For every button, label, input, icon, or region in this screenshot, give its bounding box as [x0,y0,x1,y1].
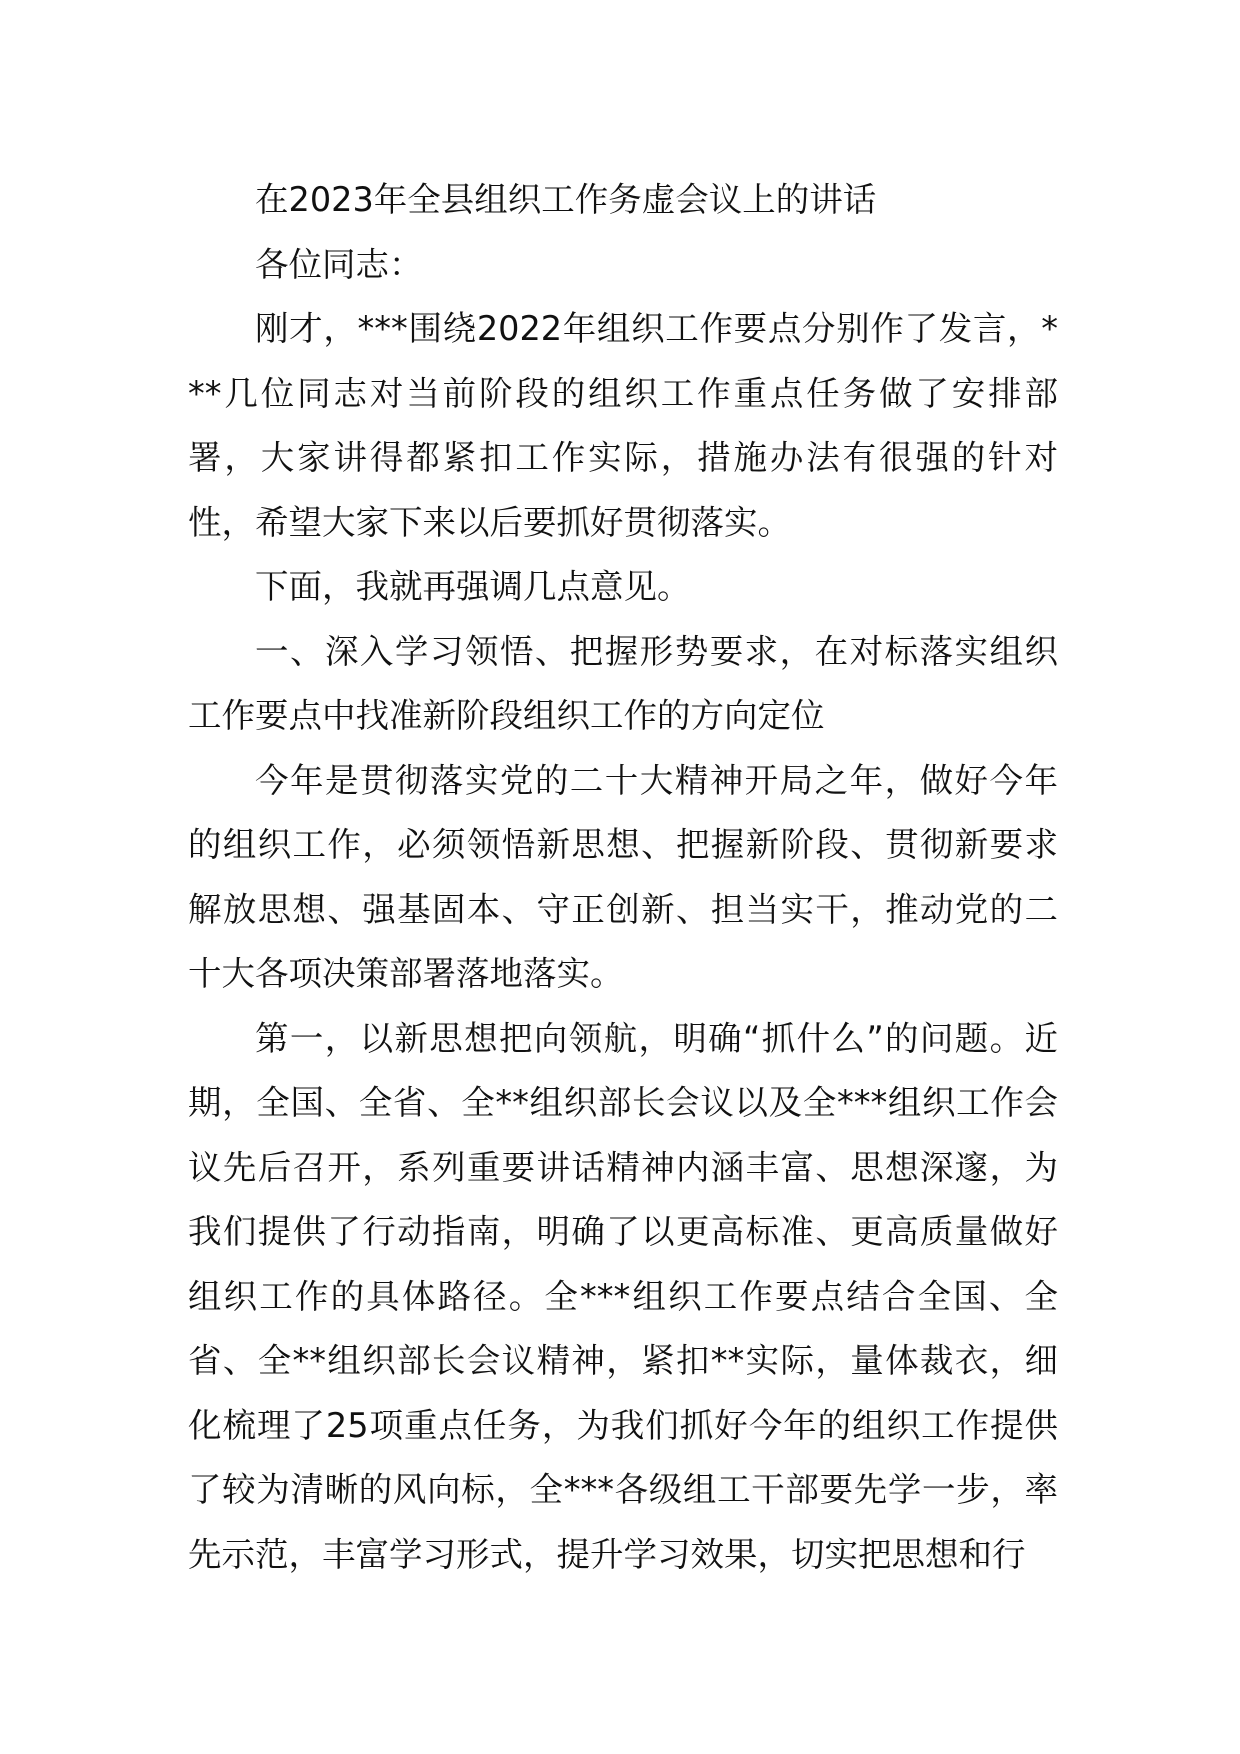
salutation: 各位同志： [255,244,423,284]
paragraph-transition: 下面，我就再强调几点意见。 [255,567,691,606]
paragraph-opening: 刚才，***围绕2022年组织工作要点分别作了发言，***几位同志对当前阶段的组织工作重点任务做了安排部署，大家讲得都紧扣工作实际，措施办法有很强的针对性，希望大家下来以后要抓好贯彻落实。 [188,309,1058,542]
paragraph-section-1-intro: 今年是贯彻落实党的二十大精神开局之年，做好今年的组织工作，必须领悟新思想、把握新阶段、贯彻新要求解放思想、强基固本、守正创新、担当实干，推动党的二十大各项决策部署落地落实。 [188,760,1058,993]
document-title: 在2023年全县组织工作务虚会议上的讲话 [255,180,877,219]
document-body [188,168,1058,1587]
paragraph-point-1: 第一，以新思想把向领航，明确“抓什么”的问题。近期，全国、全省、全**组织部长会议以及全***组织工作会议先后召开，系列重要讲话精神内涵丰富、思想深邃，为我们提供了行动指南，明确了以更高标准、更高质量做好组织工作的具体路径。全***组织工作要点结合全国、全省、全**组织部长会议精神，紧扣**实际，量体裁衣，细化梳理了25项重点任务，为我们抓好今年的组织工作提供了较为清晰的风向标，全***各级组工干部要先学一步，率先示范，丰富学习形式，提升学习效果，切实把思想和行 [188,1018,1058,1574]
section-heading-1: 一、深入学习领悟、把握形势要求，在对标落实组织工作要点中找准新阶段组织工作的方向定位 [188,631,1058,735]
